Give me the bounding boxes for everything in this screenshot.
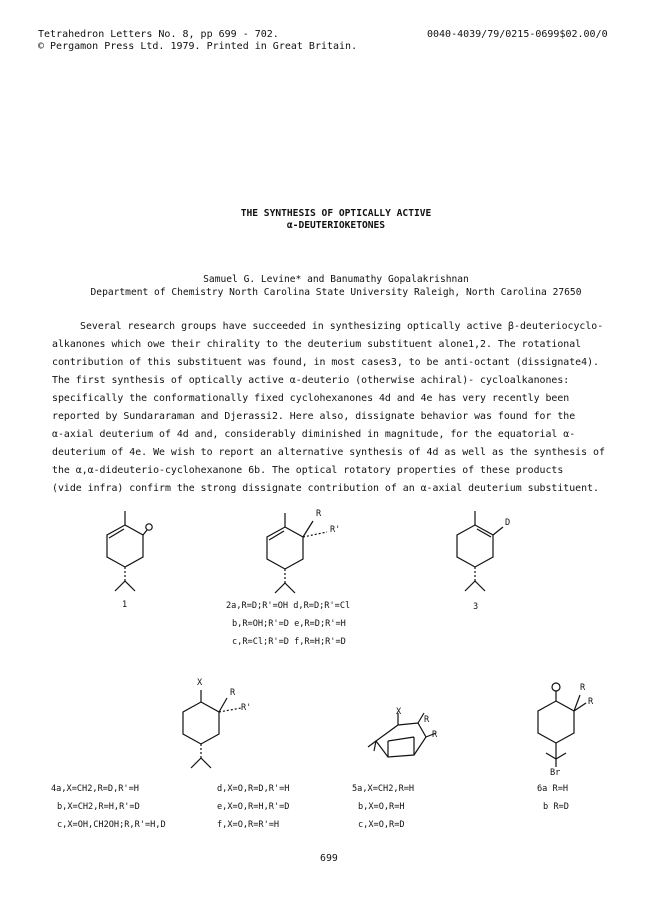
substituent-label: R xyxy=(580,683,586,693)
substituent-label: R' xyxy=(241,703,252,713)
substituent-label: R xyxy=(424,715,430,725)
abstract-line: (vide infra) confirm the strong dissignate contribution of an α-axial deuterium substituent. xyxy=(52,483,599,494)
title-line-1: THE SYNTHESIS OF OPTICALLY ACTIVE xyxy=(240,208,432,219)
substituent-label: R xyxy=(588,697,594,707)
structure-1-drawing xyxy=(95,505,175,605)
structure-2-drawing xyxy=(255,505,365,605)
structure-4-drawing xyxy=(165,678,275,778)
compound-label: 2a,R=D;R'=OH d,R=D;R'=Cl xyxy=(226,601,351,611)
abstract-line: alkanones which owe their chirality to the deuterium substituent alone1,2. The rotational xyxy=(52,339,582,350)
structure-3-drawing xyxy=(445,505,525,605)
compound-label: e,X=O,R=H,R'=D xyxy=(217,802,290,812)
abstract-line: deuterium of 4e. We wish to report an alternative synthesis of 4d as well as the synthesis of xyxy=(52,447,605,458)
compound-label: b R=D xyxy=(543,802,569,812)
author-affiliation: Department of Chemistry North Carolina State University Raleigh, North Carolina 27650 xyxy=(90,287,582,298)
abstract-line: Several research groups have succeeded in synthesizing optically active β-deuteriocyclo- xyxy=(80,321,604,332)
structure-5-drawing xyxy=(360,705,470,785)
abstract-line: The first synthesis of optically active α-deuterio (otherwise achiral)- cycloalkanones: xyxy=(52,375,570,386)
journal-citation: Tetrahedron Letters No. 8, pp 699 - 702. xyxy=(38,29,279,40)
substituent-label: R xyxy=(230,688,236,698)
abstract-line: the α,α-dideuterio-cyclohexanone 6b. The optical rotatory properties of these products xyxy=(52,465,564,476)
compound-label: c,R=Cl;R'=D f,R=H;R'=D xyxy=(232,637,346,647)
compound-label: 5a,X=CH2,R=H xyxy=(352,784,415,794)
page-number: 699 xyxy=(320,853,338,864)
abstract-line: specifically the conformationally fixed cyclohexanones 4d and 4e has very recently been xyxy=(52,393,570,404)
substituent-label: D xyxy=(505,518,511,528)
compound-label: 6a R=H xyxy=(537,784,569,794)
article-code: 0040-4039/79/0215-0699$02.00/0 xyxy=(427,29,608,40)
compound-number: 1 xyxy=(122,600,128,610)
compound-label: b,R=OH;R'=D e,R=D;R'=H xyxy=(232,619,346,629)
compound-label: b,X=CH2,R=H,R'=D xyxy=(57,802,140,812)
substituent-label: R xyxy=(432,730,438,740)
structure-6-drawing xyxy=(520,673,610,783)
abstract-line: contribution of this substituent was found, in most cases3, to be anti-octant (dissignate4). xyxy=(52,357,599,368)
compound-label: d,X=O,R=D,R'=H xyxy=(217,784,290,794)
compound-label: 4a,X=CH2,R=D,R'=H xyxy=(51,784,139,794)
title-line-2: α-DEUTERIOKETONES xyxy=(286,220,386,231)
abstract-line: α-axial deuterium of 4d and, considerably diminished in magnitude, for the equatorial α- xyxy=(52,429,576,440)
compound-label: b,X=O,R=H xyxy=(358,802,405,812)
compound-label: f,X=O,R=R'=H xyxy=(217,820,280,830)
substituent-label: R xyxy=(316,509,322,519)
substituent-label: X xyxy=(197,678,203,688)
compound-label: c,X=OH,CH2OH;R,R'=H,D xyxy=(57,820,166,830)
author-names: Samuel G. Levine* and Banumathy Gopalakrishnan xyxy=(203,274,469,285)
compound-number: 3 xyxy=(473,602,479,612)
substituent-label: R' xyxy=(330,525,341,535)
substituent-label: X xyxy=(396,707,402,717)
copyright-line: © Pergamon Press Ltd. 1979. Printed in Great Britain. xyxy=(38,41,358,52)
substituent-label: Br xyxy=(550,768,561,778)
abstract-line: reported by Sundararaman and Djerassi2. Here also, dissignate behavior was found for the xyxy=(52,411,576,422)
compound-label: c,X=O,R=D xyxy=(358,820,405,830)
